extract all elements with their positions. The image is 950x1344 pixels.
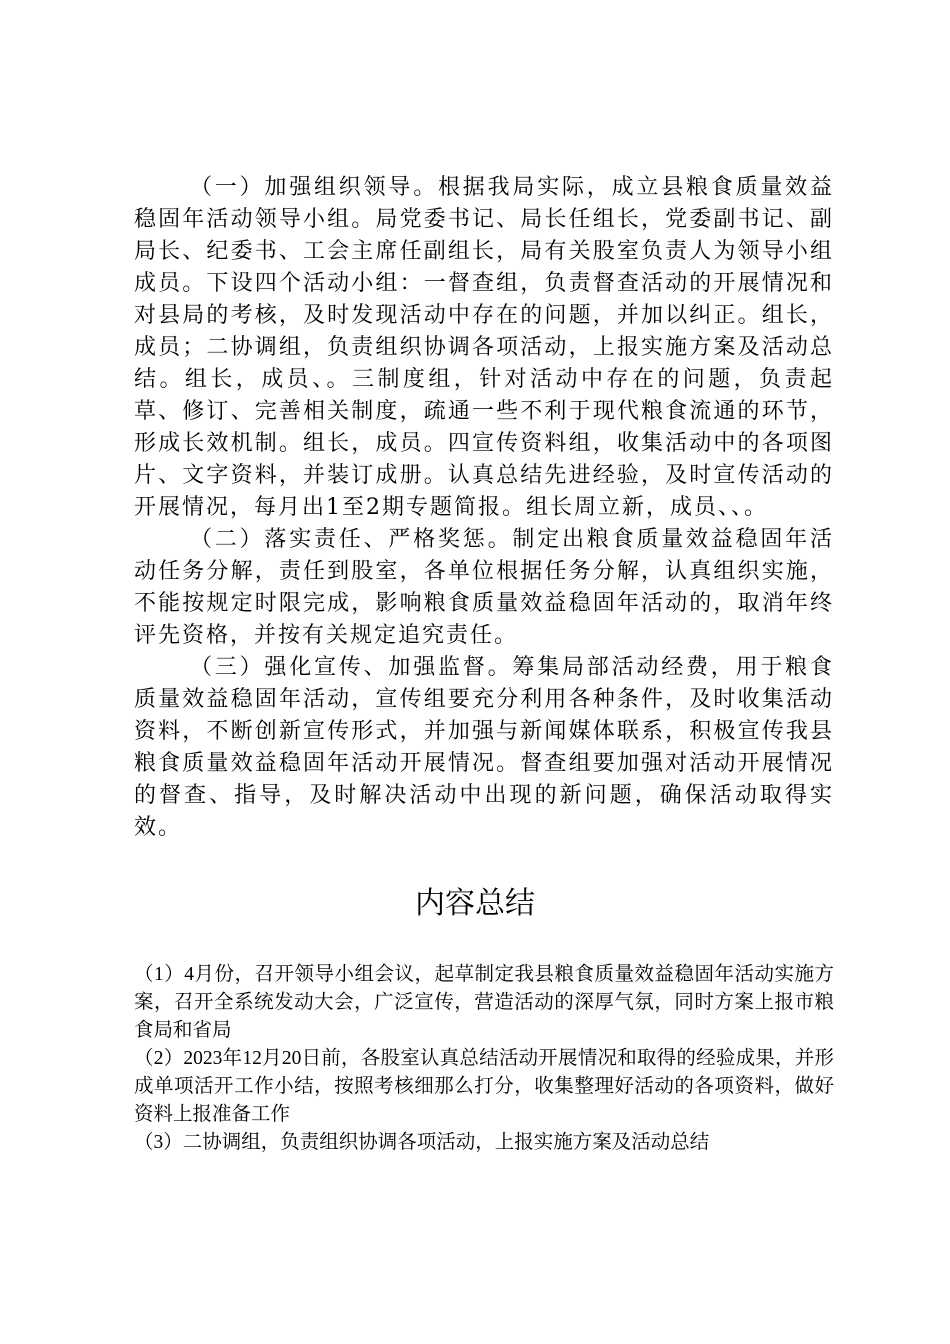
paragraph-responsibility: （二）落实责任、严格奖惩。制定出粮食质量效益稳固年活动任务分解，责任到股室，各单位根据任务分解，认真组织实施，不能按规定时限完成，影响粮食质量效益稳固年活动的，取消年终评先资格，并按有关规定追究责任。	[134, 527, 834, 648]
summary-item: （1）4月份，召开领导小组会议，起草制定我县粮食质量效益稳固年活动实施方案，召开全系统发动大会，广泛宣传，营造活动的深厚气氛，同时方案上报市粮食局和省局	[134, 964, 834, 1041]
summary-item: （3）二协调组，负责组织协调各项活动，上报实施方案及活动总结	[134, 1132, 710, 1153]
summary-title: 内容总结	[415, 887, 535, 920]
summary-list	[134, 961, 834, 1157]
paragraph-publicity-supervision: （三）强化宣传、加强监督。筹集局部活动经费，用于粮食质量效益稳固年活动，宣传组要充分利用各种条件，及时收集活动资料，不断创新宣传形式，并加强与新闻媒体联系，积极宣传我县粮食质量效益稳固年活动开展情况。督查组要加强对活动开展情况的督查、指导，及时解决活动中出现的新问题，确保活动取得实效。	[134, 655, 834, 840]
paragraph-organization-leadership: （一）加强组织领导。根据我局实际，成立县粮食质量效益稳固年活动领导小组。局党委书记、局长任组长，党委副书记、副局长、纪委书、工会主席任副组长，局有关股室负责人为领导小组成员。下设四个活动小组：一督查组，负责督查活动的开展情况和对县局的考核，及时发现活动中存在的问题，并加以纠正。组长，成员；二协调组，负责组织协调各项活动，上报实施方案及活动总结。组长，成员、。三制度组，针对活动中存在的问题，负责起草、修订、完善相关制度，疏通一些不利于现代粮食流通的环节，形成长效机制。组长，成员。四宣传资料组，收集活动中的各项图片、文字资料，并装订成册。认真总结先进经验，及时宣传活动的开展情况，每月出1至2期专题简报。组长周立新，成员、、。	[134, 175, 834, 520]
document-body	[134, 172, 834, 844]
summary-item: （2）2023年12月20日前，各股室认真总结活动开展情况和取得的经验成果，并形成单项活开工作小结，按照考核细那么打分，收集整理好活动的各项资料，做好资料上报准备工作	[134, 1048, 834, 1125]
